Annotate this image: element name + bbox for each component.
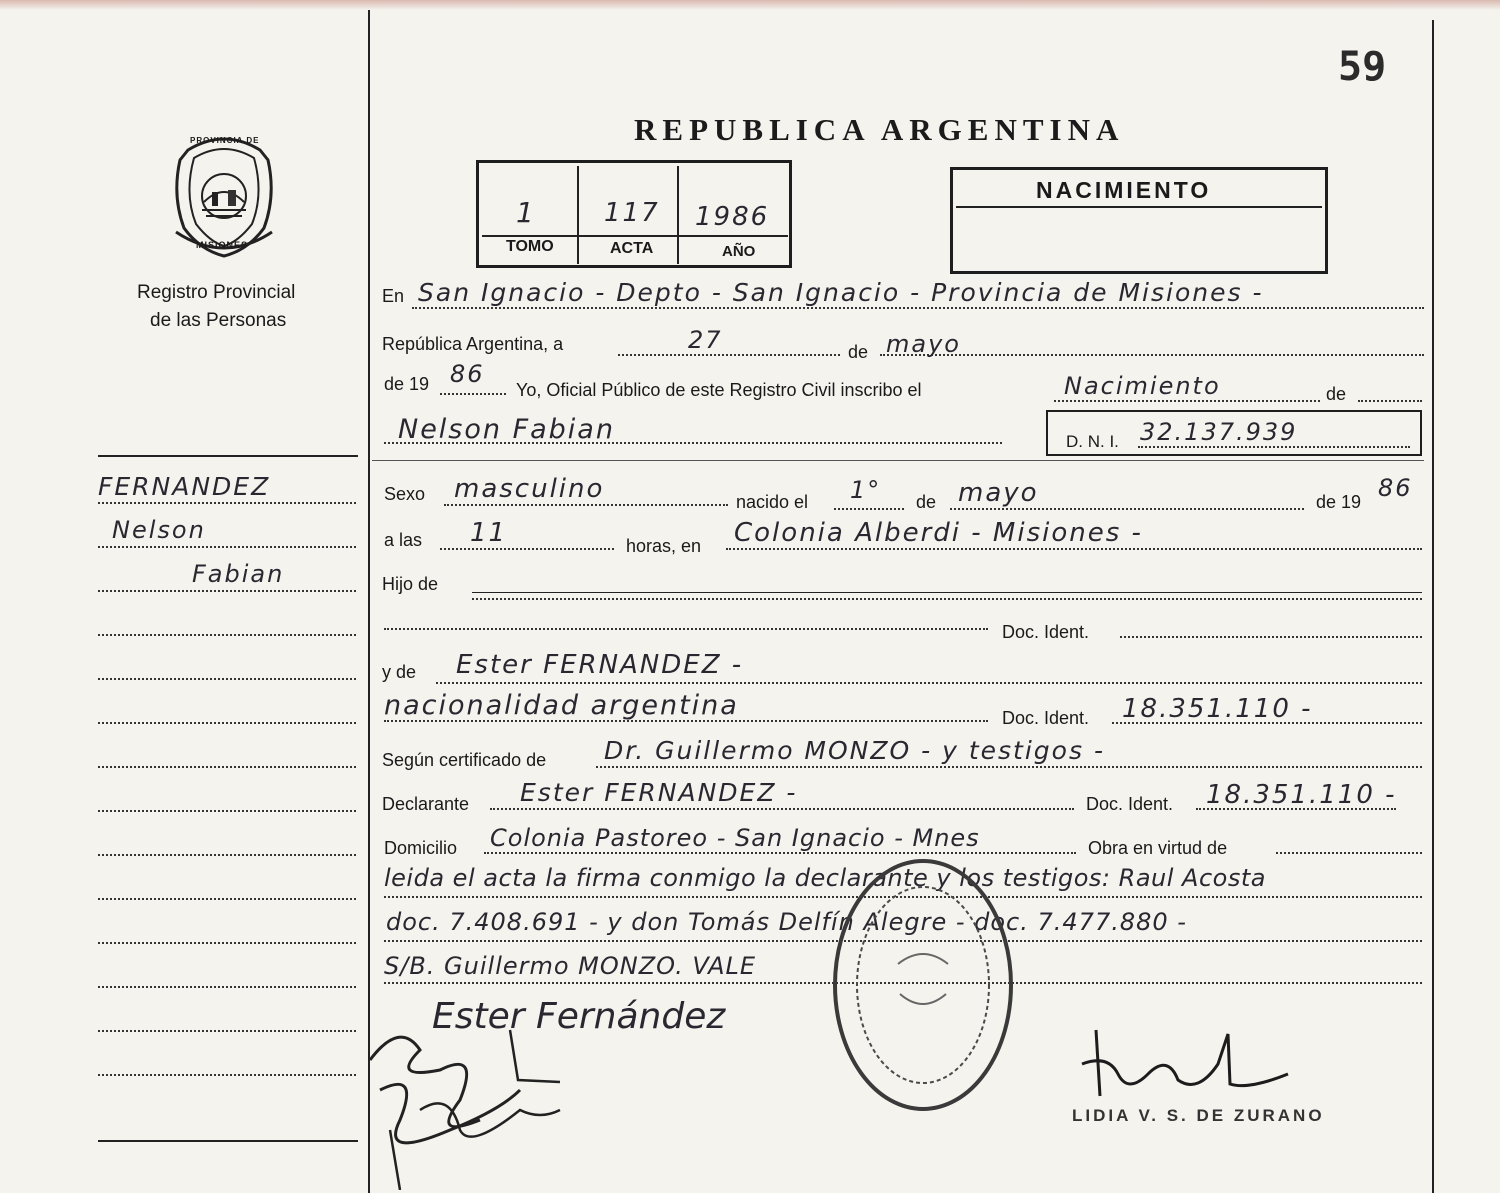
margin-line xyxy=(98,634,356,636)
acta-label: ACTA xyxy=(610,240,654,257)
day-value: 27 xyxy=(688,326,723,354)
left-panel-top-rule xyxy=(98,455,358,457)
mother-line xyxy=(436,682,1422,684)
acta-value: 117 xyxy=(604,198,660,228)
tomo-value: 1 xyxy=(516,196,536,229)
place-value: San Ignacio - Depto - San Ignacio - Provincia de Misiones - xyxy=(418,278,1264,307)
year-suffix: 86 xyxy=(450,360,485,388)
birth-day-value: 1° xyxy=(850,476,882,504)
doc-ident-label-2: Doc. Ident. xyxy=(1002,708,1090,728)
nationality-value: nacionalidad argentina xyxy=(384,690,739,721)
registry-box-rule xyxy=(482,235,788,237)
birth-year-prefix: de 19 xyxy=(1316,492,1362,512)
birth-month-line xyxy=(950,508,1304,510)
margin-line xyxy=(98,722,356,724)
margin-line xyxy=(98,810,356,812)
page-number: 59 xyxy=(1338,44,1387,90)
father-line xyxy=(472,592,1422,593)
dni-value: 32.137.939 xyxy=(1140,418,1298,446)
official-signature-icon xyxy=(1078,1024,1298,1104)
declarante-line xyxy=(490,808,1074,810)
section-rule xyxy=(372,460,1424,461)
margin-line xyxy=(98,590,356,592)
registry-name-line2: de las Personas xyxy=(150,310,287,331)
birth-month-value: mayo xyxy=(958,478,1039,508)
en-label: En xyxy=(382,286,405,306)
margin-line xyxy=(98,854,356,856)
mother-value: Ester FERNANDEZ - xyxy=(456,650,744,680)
act-type-box-rule xyxy=(956,206,1322,208)
margin-line xyxy=(98,1030,356,1032)
birth-year-suffix: 86 xyxy=(1378,474,1413,502)
seal-top-text: PROVINCIA DE xyxy=(190,136,260,145)
registry-box-divider xyxy=(677,166,679,264)
margin-given-name-2: Fabian xyxy=(192,560,285,588)
margin-line xyxy=(98,942,356,944)
official-name-stamp: LIDIA V. S. DE ZURANO xyxy=(1072,1106,1325,1125)
ano-value: 1986 xyxy=(695,202,770,232)
margin-surname: FERNANDEZ xyxy=(98,472,271,501)
declarante-signature: Ester Fernández xyxy=(432,996,726,1037)
segun-label: Según certificado de xyxy=(382,750,547,770)
year-line xyxy=(440,393,506,395)
margin-line xyxy=(98,766,356,768)
birth-place-line xyxy=(726,548,1422,550)
father-doc-line xyxy=(1120,636,1422,638)
year-prefix: de 19 xyxy=(384,374,430,394)
doc-ident-label-3: Doc. Ident. xyxy=(1086,794,1174,814)
day-line xyxy=(618,354,840,356)
horas-label: horas, en xyxy=(626,536,702,556)
declarante-label: Declarante xyxy=(382,794,470,814)
month-value: mayo xyxy=(886,330,961,358)
de-label: de xyxy=(848,342,869,362)
margin-line xyxy=(98,986,356,988)
paper-top-edge xyxy=(0,0,1500,10)
father-extra-line xyxy=(384,628,988,630)
sexo-label: Sexo xyxy=(384,484,426,504)
month-line xyxy=(880,354,1424,356)
seal-bottom-text: MISIONES xyxy=(196,240,249,250)
father-line-dots xyxy=(472,598,1422,600)
margin-line xyxy=(98,678,356,680)
certificate-value: Dr. Guillermo MONZO - y testigos - xyxy=(604,736,1105,765)
official-text: Yo, Oficial Público de este Registro Civil inscribo el xyxy=(516,380,922,400)
ano-label: AÑO xyxy=(722,243,756,260)
domicilio-label: Domicilio xyxy=(384,838,458,858)
registry-box-divider xyxy=(577,166,579,264)
sexo-line xyxy=(444,504,728,506)
official-round-stamp-icon xyxy=(828,854,1018,1116)
margin-line xyxy=(98,1074,356,1076)
place-line xyxy=(412,307,1424,309)
mother-doc-value: 18.351.110 - xyxy=(1122,694,1313,724)
declarante-value: Ester FERNANDEZ - xyxy=(520,778,798,807)
y-de-label: y de xyxy=(382,662,417,682)
hour-line xyxy=(440,548,614,550)
hour-value: 11 xyxy=(470,518,508,548)
tomo-label: TOMO xyxy=(506,238,554,255)
de-line xyxy=(1358,400,1422,402)
birth-place-value: Colonia Alberdi - Misiones - xyxy=(734,518,1143,548)
a-las-label: a las xyxy=(384,530,423,550)
act-kind-line xyxy=(1054,400,1320,402)
child-name: Nelson Fabian xyxy=(398,414,615,445)
notes-line-3-value: S/B. Guillermo MONZO. VALE xyxy=(384,952,757,980)
act-kind-value: Nacimiento xyxy=(1064,372,1221,400)
dni-label: D. N. I. xyxy=(1066,432,1119,451)
obra-line xyxy=(1276,852,1422,854)
right-margin-line xyxy=(1432,20,1434,1193)
sexo-value: masculino xyxy=(454,474,605,504)
dni-line xyxy=(1138,446,1410,448)
hijo-label: Hijo de xyxy=(382,574,439,594)
republica-label: República Argentina, a xyxy=(382,334,564,354)
declarante-doc-value: 18.351.110 - xyxy=(1206,780,1397,810)
obra-label: Obra en virtud de xyxy=(1088,838,1228,858)
de-label-2: de xyxy=(1326,384,1347,404)
document-title: REPUBLICA ARGENTINA xyxy=(634,112,1125,147)
birth-de-label: de xyxy=(916,492,937,512)
certificate-line xyxy=(596,766,1422,768)
doc-ident-label-1: Doc. Ident. xyxy=(1002,622,1090,642)
witness-signatures-icon xyxy=(360,1010,570,1190)
margin-line xyxy=(98,546,356,548)
act-type-label: NACIMIENTO xyxy=(1036,177,1212,203)
birth-day-line xyxy=(834,508,904,510)
notes-line-1-value: leida el acta la firma conmigo la declarante y los testigos: Raul Acosta xyxy=(384,864,1266,892)
notes-line-2-value: doc. 7.408.691 - y don Tomás Delfín Alegre - doc. 7.477.880 - xyxy=(386,908,1187,936)
margin-line xyxy=(98,502,356,504)
margin-line xyxy=(98,898,356,900)
left-panel-bottom-rule xyxy=(98,1140,358,1142)
nacido-label: nacido el xyxy=(736,492,809,512)
domicilio-value: Colonia Pastoreo - San Ignacio - Mnes xyxy=(490,824,980,852)
registry-name-line1: Registro Provincial xyxy=(137,282,296,303)
margin-given-name-1: Nelson xyxy=(112,516,206,544)
